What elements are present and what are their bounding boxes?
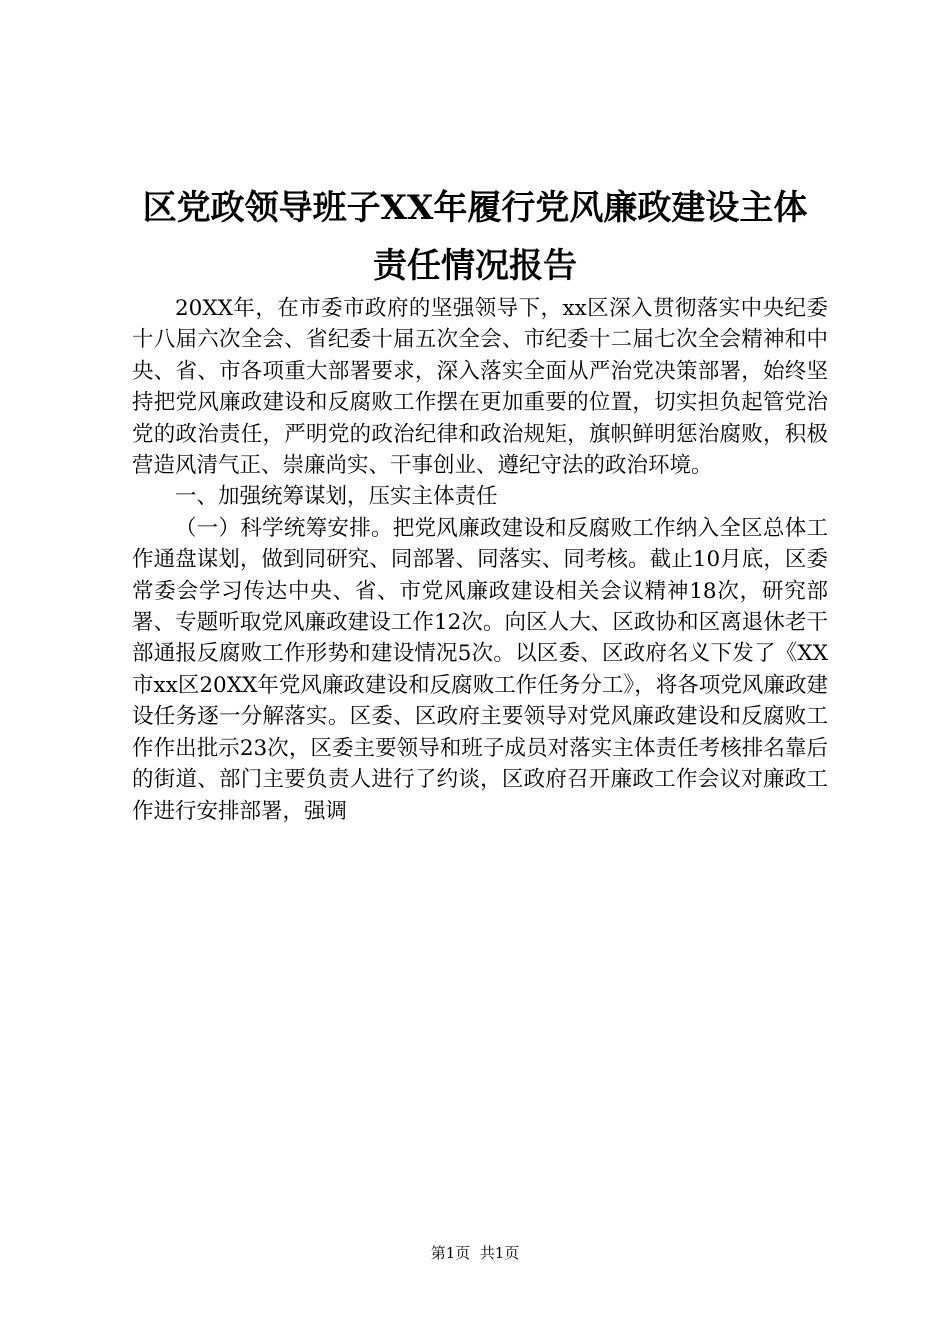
document-body xyxy=(132,293,828,827)
paragraph-intro: 20XX年，在市委市政府的坚强领导下，xx区深入贯彻落实中央纪委十八届六次全会、省纪委十届五次全会、市纪委十二届七次全会精神和中央、省、市各项重大部署要求，深入落实全面从严治党决策部署，始终坚持把党风廉政建设和反腐败工作摆在更加重要的位置，切实担负起管党治党的政治责任，严明党的政治纪律和政治规矩，旗帜鲜明惩治腐败，积极营造风清气正、崇廉尚实、干事创业、遵纪守法的政治环境。 xyxy=(132,296,828,479)
document-title-line-1: 区党政领导班子XX年履行党风廉政建设主体 xyxy=(142,188,808,228)
page-footer: 第1页 共1页 xyxy=(430,1244,520,1262)
document-title-line-2: 责任情况报告 xyxy=(373,246,577,286)
paragraph-subsection-1: （一）科学统筹安排。把党风廉政建设和反腐败工作纳入全区总体工作通盘谋划，做到同研究、同部署、同落实、同考核。截止10月底，区委常委会学习传达中央、省、市党风廉政建设相关会议精神18次，研究部署、专题听取党风廉政建设工作12次。向区人大、区政协和区离退休老干部通报反腐败工作形势和建设情况5次。以区委、区政府名义下发了《XX市xx区20XX年党风廉政建设和反腐败工作任务分工》，将各项党风廉政建设任务逐一分解落实。区委、区政府主要领导对党风廉政建设和反腐败工作作出批示23次，区委主要领导和班子成员对落实主体责任考核排名靠后的街道、部门主要负责人进行了约谈，区政府召开廉政工作会议对廉政工作进行安排部署，强调 xyxy=(132,515,828,824)
section-heading-1: 一、加强统筹谋划，压实主体责任 xyxy=(175,484,498,510)
